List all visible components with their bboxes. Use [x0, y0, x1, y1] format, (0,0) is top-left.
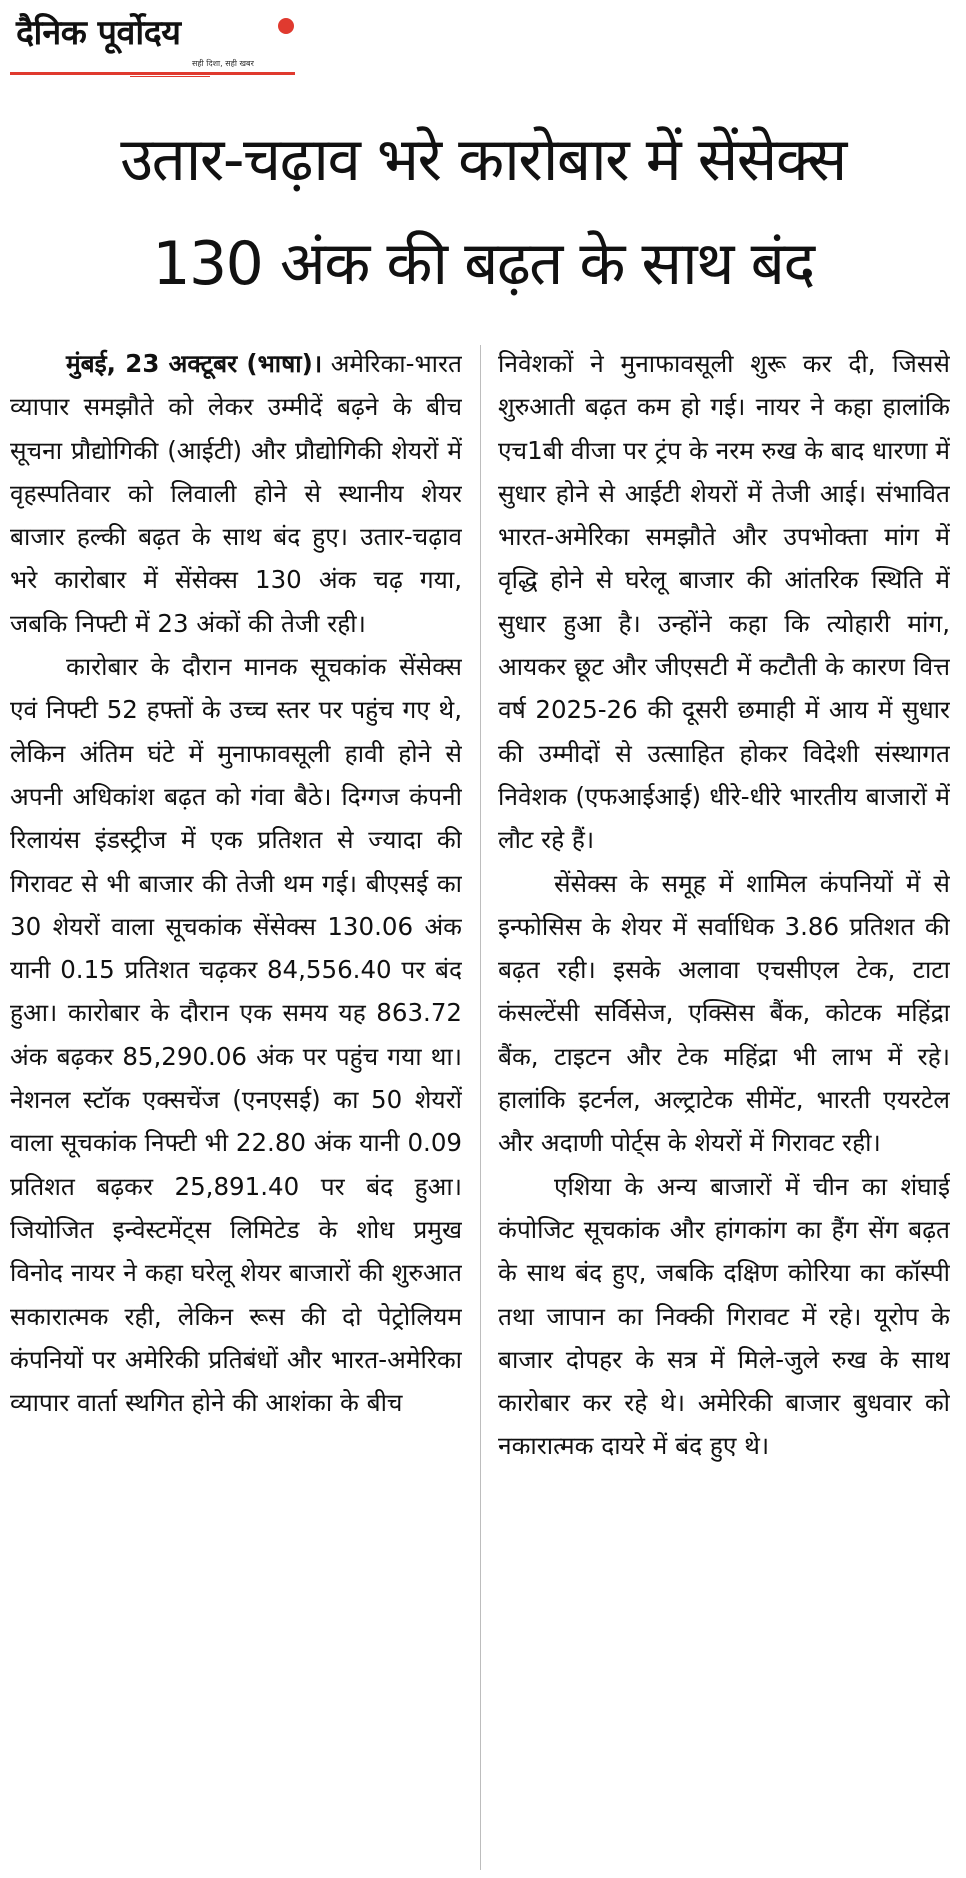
article-paragraph-1 — [10, 342, 462, 645]
headline — [6, 108, 960, 316]
masthead-rule — [10, 72, 295, 75]
article-column-left — [10, 342, 462, 1872]
headline-line-2: 130 अंक की बढ़त के साथ बंद — [152, 229, 814, 299]
article-paragraph-4: एशिया के अन्य बाजारों में चीन का शंघाई कंपोजिट सूचकांक और हांगकांग का हैंग सेंग बढ़त के साथ बंद हुए, जबकि दक्षिण कोरिया का कॉस्पी तथा जापान का निक्की गिरावट में रहे। यूरोप के बाजार दोपहर के सत्र में मिले-जुले रुख के साथ कारोबार कर रहे थे। अमेरिकी बाजार बुधवार को नकारात्मक दायरे में बंद हुए थे। — [498, 1171, 950, 1461]
article-paragraph-3: सेंसेक्स के समूह में शामिल कंपनियों में से इन्फोसिस के शेयर में सर्वाधिक 3.86 प्रतिशत की बढ़त रही। इसके अलावा एचसीएल टेक, टाटा कंसल्टेंसी सर्विसेज, एक्सिस बैंक, कोटक महिंद्रा बैंक, टाइटन और टेक महिंद्रा भी लाभ में रहे। हालांकि इटर्नल, अल्ट्राटेक सीमेंट, भारती एयरटेल और अदाणी पोर्ट्स के शेयरों में गिरावट रही। — [498, 868, 950, 1158]
sun-logo-icon — [278, 18, 294, 34]
masthead — [10, 8, 295, 72]
masthead-subrule — [130, 76, 210, 77]
dateline: मुंबई, 23 अक्टूबर (भाषा)। — [66, 349, 323, 378]
article-paragraph-continued: निवेशकों ने मुनाफावसूली शुरू कर दी, जिससे शुरुआती बढ़त कम हो गई। नायर ने कहा हालांकि एच1बी वीजा पर ट्रंप के नरम रुख के बाद धारणा में सुधार होने से आईटी शेयरों में तेजी आई। संभावित भारत-अमेरिका समझौते और उपभोक्ता मांग में वृद्धि होने से घरेलू बाजार की आंतरिक स्थिति में सुधार हुआ है। उन्होंने कहा कि त्योहारी मांग, आयकर छूट और जीएसटी में कटौती के कारण वित्त वर्ष 2025-26 की दूसरी छमाही में आय में सुधार की उम्मीदों से उत्साहित होकर विदेशी संस्थागत निवेशक (एफआईआई) धीरे-धीरे भारतीय बाजारों में लौट रहे हैं। — [498, 349, 950, 855]
headline-line-1: उतार-चढ़ाव भरे कारोबार में सेंसेक्स — [120, 125, 846, 195]
article-text-lead: अमेरिका-भारत व्यापार समझौते को लेकर उम्मीदें बढ़ने के बीच सूचना प्रौद्योगिकी (आईटी) और प्रौद्योगिकी शेयरों में वृहस्पतिवार को लिवाली होने से स्थानीय शेयर बाजार हल्की बढ़त के साथ बंद हुए। उतार-चढ़ाव भरे कारोबार में सेंसेक्स 130 अंक चढ़ गया, जबकि निफ्टी में 23 अंकों की तेजी रही। — [10, 349, 462, 638]
newspaper-tagline: सही दिशा, सही खबर — [192, 59, 254, 68]
article-paragraph-2: कारोबार के दौरान मानक सूचकांक सेंसेक्स एवं निफ्टी 52 हफ्तों के उच्च स्तर पर पहुंच गए थे, लेकिन अंतिम घंटे में मुनाफावसूली हावी होने से अपनी अधिकांश बढ़त को गंवा बैठे। दिग्गज कंपनी रिलायंस इंडस्ट्रीज में एक प्रतिशत से ज्यादा की गिरावट से भी बाजार की तेजी थम गई। बीएसई का 30 शेयरों वाला सूचकांक सेंसेक्स 130.06 अंक यानी 0.15 प्रतिशत चढ़कर 84,556.40 पर बंद हुआ। कारोबार के दौरान एक समय यह 863.72 अंक बढ़कर 85,290.06 अंक पर पहुंच गया था। नेशनल स्टॉक एक्सचेंज (एनएसई) का 50 शेयरों वाला सूचकांक निफ्टी भी 22.80 अंक यानी 0.09 प्रतिशत बढ़कर 25,891.40 पर बंद हुआ। जियोजित इन्वेस्टमेंट्स लिमिटेड के शोध प्रमुख विनोद नायर ने कहा घरेलू शेयर बाजारों की शुरुआत सकारात्मक रही, लेकिन रूस की दो पेट्रोलियम कंपनियों पर अमेरिकी प्रतिबंधों और भारत-अमेरिका व्यापार वार्ता स्थगित होने की आशंका के बीच — [10, 652, 462, 1418]
column-divider — [480, 345, 481, 1870]
article-column-right — [498, 342, 950, 1872]
newspaper-logo: दैनिक पूर्वोदय — [16, 13, 181, 53]
